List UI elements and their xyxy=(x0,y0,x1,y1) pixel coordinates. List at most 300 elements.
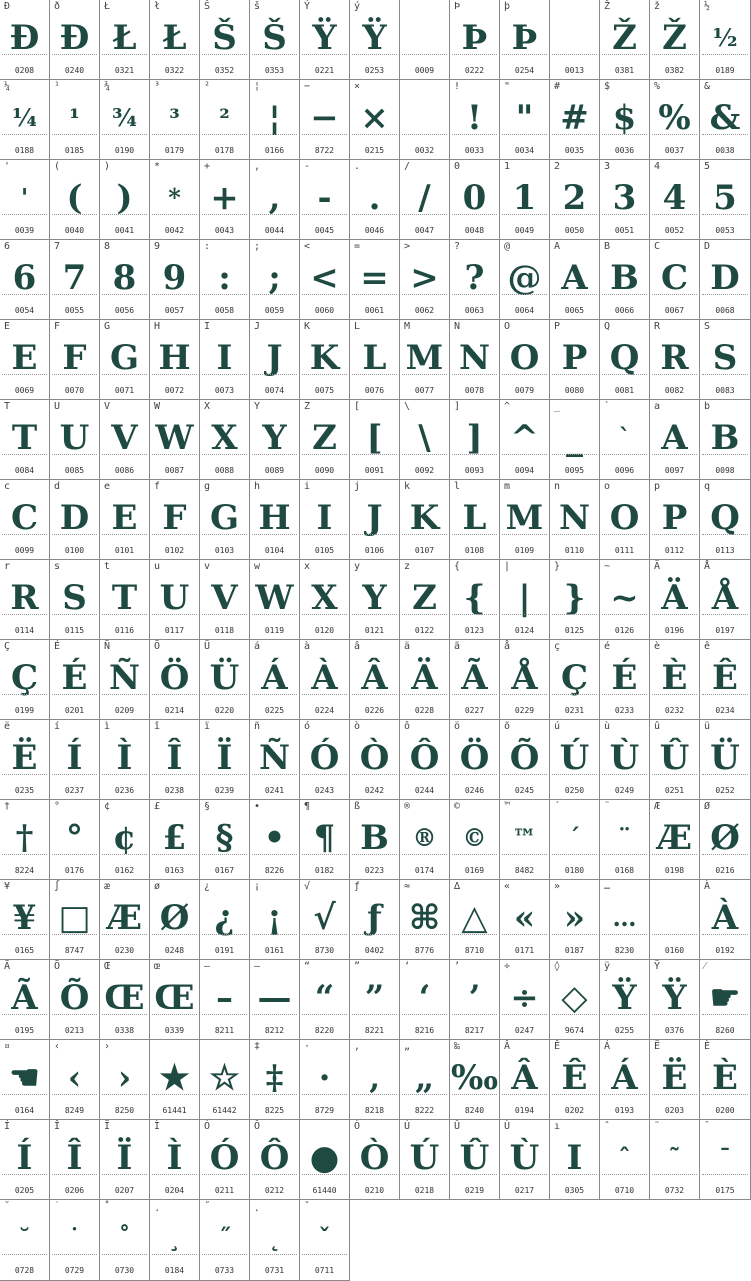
glyph-sample: . xyxy=(368,178,381,218)
glyph-label: ‘ xyxy=(404,961,411,972)
glyph-code: 8230 xyxy=(614,946,635,955)
glyph-label: Y xyxy=(254,401,261,412)
glyph-sample: ´ xyxy=(568,823,581,852)
baseline-guide xyxy=(452,1174,497,1175)
glyph-cell xyxy=(50,880,100,960)
glyph-sample: Ö xyxy=(159,658,190,698)
glyph-sample: C xyxy=(660,258,689,298)
baseline-guide xyxy=(702,694,748,695)
baseline-guide xyxy=(152,774,197,775)
glyph-sample: Û xyxy=(459,1138,490,1178)
glyph-cell xyxy=(600,1040,650,1120)
glyph-label: Ñ xyxy=(104,641,111,652)
glyph-cell xyxy=(400,800,450,880)
glyph-cell xyxy=(0,160,50,240)
glyph-code: 0167 xyxy=(214,866,235,875)
glyph-cell xyxy=(500,800,550,880)
baseline-guide xyxy=(452,454,497,455)
glyph-sample: V xyxy=(211,578,238,618)
glyph-label: ( xyxy=(54,161,61,172)
glyph-code: 0097 xyxy=(664,466,685,475)
glyph-label: ˛ xyxy=(254,1201,261,1212)
baseline-guide xyxy=(552,454,597,455)
glyph-label: ‰ xyxy=(454,1041,461,1052)
glyph-code: 0121 xyxy=(364,626,385,635)
glyph-sample: ˇ xyxy=(318,1223,331,1252)
glyph-code: 0094 xyxy=(514,466,535,475)
glyph-code: 0321 xyxy=(114,66,135,75)
baseline-guide xyxy=(552,374,597,375)
baseline-guide xyxy=(502,294,547,295)
glyph-cell xyxy=(450,560,500,640)
glyph-cell xyxy=(650,320,700,400)
baseline-guide xyxy=(52,614,97,615)
glyph-label: _ xyxy=(554,401,561,412)
glyph-sample: ˚ xyxy=(118,1223,131,1252)
baseline-guide xyxy=(152,694,197,695)
baseline-guide xyxy=(52,694,97,695)
baseline-guide xyxy=(52,1174,97,1175)
glyph-cell xyxy=(650,80,700,160)
glyph-label: * xyxy=(154,161,161,172)
glyph-code: 0084 xyxy=(14,466,35,475)
glyph-sample: Ã xyxy=(461,658,488,698)
glyph-code: 0093 xyxy=(464,466,485,475)
baseline-guide xyxy=(702,1174,748,1175)
glyph-sample: Ò xyxy=(359,738,390,778)
glyph-code: 0710 xyxy=(614,1186,635,1195)
glyph-sample: Æ xyxy=(106,898,143,938)
glyph-sample: È xyxy=(661,658,688,698)
glyph-cell xyxy=(500,1120,550,1200)
baseline-guide xyxy=(102,374,147,375)
glyph-code: 0035 xyxy=(564,146,585,155)
glyph-cell xyxy=(600,960,650,1040)
glyph-code: 0234 xyxy=(715,706,735,715)
glyph-label: › xyxy=(104,1041,111,1052)
glyph-code: 0103 xyxy=(214,546,235,555)
baseline-guide xyxy=(252,934,297,935)
glyph-code: 0096 xyxy=(614,466,635,475)
glyph-label: ô xyxy=(404,721,411,732)
glyph-label: è xyxy=(654,641,661,652)
glyph-sample: I xyxy=(316,498,333,538)
glyph-label: e xyxy=(104,481,111,492)
glyph-cell xyxy=(200,320,250,400)
baseline-guide xyxy=(702,534,748,535)
glyph-sample: Ã xyxy=(11,978,38,1018)
glyph-code: 0048 xyxy=(464,226,485,235)
glyph-label: Ä xyxy=(654,561,661,572)
baseline-guide xyxy=(302,1174,347,1175)
glyph-code: 0218 xyxy=(414,1186,435,1195)
glyph-sample: L xyxy=(462,498,487,538)
glyph-cell xyxy=(550,320,600,400)
glyph-label: ) xyxy=(104,161,111,172)
glyph-label: " xyxy=(504,81,511,92)
baseline-guide xyxy=(202,1254,247,1255)
glyph-cell xyxy=(450,640,500,720)
glyph-sample: © xyxy=(462,823,487,852)
baseline-guide xyxy=(2,374,47,375)
glyph-sample: Ì xyxy=(116,738,133,778)
baseline-guide xyxy=(702,294,748,295)
glyph-cell xyxy=(300,640,350,720)
glyph-sample: > xyxy=(410,258,439,298)
glyph-code: 0190 xyxy=(114,146,135,155)
glyph-cell xyxy=(200,1040,250,1120)
baseline-guide xyxy=(702,54,748,55)
glyph-label: ¢ xyxy=(104,801,111,812)
glyph-label: S xyxy=(704,321,711,332)
baseline-guide xyxy=(302,1014,347,1015)
glyph-label: Ô xyxy=(254,1121,261,1132)
glyph-sample: " xyxy=(515,98,534,138)
glyph-sample: ¡ xyxy=(267,898,282,938)
glyph-sample: § xyxy=(215,818,234,858)
glyph-label: { xyxy=(454,561,461,572)
glyph-label: P xyxy=(554,321,561,332)
glyph-sample: Ž xyxy=(612,18,637,58)
glyph-cell xyxy=(150,240,200,320)
glyph-code: 0225 xyxy=(264,706,285,715)
glyph-code: 0111 xyxy=(614,546,635,555)
glyph-sample: Ú xyxy=(559,738,590,778)
glyph-code: 0105 xyxy=(314,546,335,555)
glyph-sample: ^ xyxy=(510,418,539,458)
glyph-label: ∆ xyxy=(454,881,461,892)
glyph-code: 0246 xyxy=(464,786,485,795)
baseline-guide xyxy=(602,694,647,695)
glyph-label: Ü xyxy=(204,641,211,652)
baseline-guide xyxy=(552,214,597,215)
baseline-guide xyxy=(452,1014,497,1015)
glyph-code: 0219 xyxy=(464,1186,485,1195)
glyph-cell xyxy=(100,960,150,1040)
baseline-guide xyxy=(302,614,347,615)
glyph-sample: ◇ xyxy=(561,978,588,1018)
glyph-label: ÷ xyxy=(504,961,511,972)
glyph-code: 0224 xyxy=(314,706,335,715)
glyph-label: ; xyxy=(254,241,261,252)
baseline-guide xyxy=(652,934,697,935)
glyph-code: 0338 xyxy=(114,1026,135,1035)
glyph-code: 0382 xyxy=(664,66,685,75)
glyph-sample: ☛ xyxy=(709,978,741,1018)
glyph-cell xyxy=(350,240,400,320)
glyph-label: ç xyxy=(554,641,561,652)
baseline-guide xyxy=(152,294,197,295)
glyph-cell xyxy=(100,1200,150,1281)
glyph-code: 0220 xyxy=(214,706,235,715)
glyph-cell xyxy=(200,160,250,240)
glyph-cell xyxy=(350,720,400,800)
glyph-label: ß xyxy=(354,801,361,812)
glyph-sample: | xyxy=(518,578,531,618)
glyph-code: 0185 xyxy=(64,146,85,155)
baseline-guide xyxy=(402,934,447,935)
glyph-code: 0182 xyxy=(314,866,335,875)
glyph-code: 0166 xyxy=(264,146,285,155)
glyph-cell xyxy=(100,640,150,720)
glyph-code: 0305 xyxy=(564,1186,585,1195)
glyph-cell xyxy=(250,480,300,560)
glyph-label: ˜ xyxy=(654,1121,661,1132)
glyph-sample: & xyxy=(709,98,741,138)
baseline-guide xyxy=(602,614,647,615)
glyph-sample: ˙ xyxy=(68,1223,81,1252)
glyph-sample: É xyxy=(61,658,88,698)
baseline-guide xyxy=(652,454,697,455)
glyph-cell xyxy=(550,560,600,640)
glyph-label: ³ xyxy=(154,81,161,92)
glyph-code: 8225 xyxy=(264,1106,285,1115)
baseline-guide xyxy=(552,854,597,855)
glyph-label: ó xyxy=(304,721,311,732)
glyph-cell xyxy=(200,1200,250,1281)
glyph-code: 0209 xyxy=(114,706,135,715)
glyph-label: È xyxy=(704,1041,711,1052)
glyph-label: ¥ xyxy=(4,881,11,892)
glyph-cell xyxy=(300,880,350,960)
glyph-sample: Õ xyxy=(509,738,540,778)
glyph-label: ¨ xyxy=(604,801,611,812)
glyph-sample: } xyxy=(563,578,586,618)
glyph-code: 0124 xyxy=(514,626,535,635)
baseline-guide xyxy=(552,1014,597,1015)
glyph-cell xyxy=(0,80,50,160)
glyph-label: Ÿ xyxy=(654,961,661,972)
glyph-label: X xyxy=(204,401,211,412)
glyph-label: Ö xyxy=(154,641,161,652)
glyph-sample: − xyxy=(310,98,339,138)
glyph-code: 0039 xyxy=(14,226,35,235)
glyph-label: : xyxy=(204,241,211,252)
baseline-guide xyxy=(652,694,697,695)
glyph-code: 0033 xyxy=(464,146,485,155)
baseline-guide xyxy=(702,1094,748,1095)
glyph-sample: 3 xyxy=(612,178,637,218)
glyph-sample: Ù xyxy=(609,738,640,778)
glyph-cell xyxy=(300,160,350,240)
glyph-label: ® xyxy=(404,801,411,812)
glyph-label: 7 xyxy=(54,241,61,252)
glyph-sample: * xyxy=(168,183,181,212)
glyph-code: 0113 xyxy=(715,546,735,555)
baseline-guide xyxy=(252,694,297,695)
baseline-guide xyxy=(302,934,347,935)
baseline-guide xyxy=(202,134,247,135)
glyph-label: d xyxy=(54,481,61,492)
glyph-sample: Î xyxy=(166,738,183,778)
baseline-guide xyxy=(402,374,447,375)
glyph-sample: Æ xyxy=(656,818,693,858)
baseline-guide xyxy=(2,934,47,935)
baseline-guide xyxy=(252,214,297,215)
baseline-guide xyxy=(252,1254,297,1255)
glyph-label: I xyxy=(204,321,211,332)
glyph-code: 0352 xyxy=(214,66,235,75)
glyph-cell xyxy=(600,400,650,480)
glyph-sample: Í xyxy=(66,738,83,778)
glyph-cell xyxy=(250,80,300,160)
baseline-guide xyxy=(52,1094,97,1095)
glyph-label: õ xyxy=(504,721,511,732)
glyph-cell xyxy=(250,320,300,400)
baseline-guide xyxy=(602,214,647,215)
glyph-sample: ‘ xyxy=(418,978,431,1018)
glyph-code: 0210 xyxy=(364,1186,385,1195)
glyph-cell xyxy=(600,800,650,880)
glyph-cell xyxy=(300,800,350,880)
glyph-code: 0222 xyxy=(464,66,485,75)
glyph-sample: < xyxy=(310,258,339,298)
glyph-label: ¶ xyxy=(304,801,311,812)
glyph-label: ı xyxy=(554,1121,561,1132)
glyph-code: 0068 xyxy=(715,306,735,315)
glyph-sample: Ÿ xyxy=(362,18,387,58)
glyph-label: h xyxy=(254,481,261,492)
glyph-code: 0199 xyxy=(14,706,35,715)
glyph-code: 0119 xyxy=(264,626,285,635)
baseline-guide xyxy=(202,214,247,215)
glyph-cell xyxy=(200,480,250,560)
glyph-sample: Đ xyxy=(9,18,40,58)
glyph-label: þ xyxy=(504,1,511,12)
glyph-label: L xyxy=(354,321,361,332)
glyph-sample: V xyxy=(111,418,138,458)
baseline-guide xyxy=(302,774,347,775)
baseline-guide xyxy=(2,1254,47,1255)
glyph-label: — xyxy=(254,961,261,972)
glyph-cell xyxy=(550,1040,600,1120)
glyph-cell xyxy=(250,240,300,320)
glyph-label: ‹ xyxy=(54,1041,61,1052)
glyph-code: 8730 xyxy=(314,946,335,955)
glyph-code: 0240 xyxy=(64,66,85,75)
glyph-cell xyxy=(600,0,650,80)
baseline-guide xyxy=(302,534,347,535)
glyph-cell xyxy=(500,80,550,160)
glyph-code: 0013 xyxy=(564,66,585,75)
glyph-code: 0092 xyxy=(414,466,435,475)
glyph-code: 0188 xyxy=(14,146,35,155)
glyph-label: ¸ xyxy=(154,1201,161,1212)
glyph-label: T xyxy=(4,401,11,412)
glyph-sample: Ä xyxy=(411,658,438,698)
glyph-code: 8482 xyxy=(514,866,535,875)
glyph-cell xyxy=(700,960,751,1040)
glyph-sample: † xyxy=(15,818,34,858)
glyph-sample: Í xyxy=(16,1138,33,1178)
glyph-label: l xyxy=(454,481,461,492)
glyph-cell xyxy=(0,480,50,560)
baseline-guide xyxy=(702,934,748,935)
baseline-guide xyxy=(202,694,247,695)
glyph-code: 0231 xyxy=(564,706,585,715)
baseline-guide xyxy=(402,854,447,855)
glyph-code: 0254 xyxy=(514,66,535,75)
glyph-cell xyxy=(300,560,350,640)
glyph-code: 0229 xyxy=(514,706,535,715)
glyph-label: n xyxy=(554,481,561,492)
baseline-guide xyxy=(702,1014,748,1015)
glyph-cell xyxy=(350,960,400,1040)
baseline-guide xyxy=(352,54,397,55)
glyph-code: 0108 xyxy=(464,546,485,555)
glyph-sample: Â xyxy=(361,658,388,698)
glyph-code: 0036 xyxy=(614,146,635,155)
glyph-code: 0202 xyxy=(564,1106,585,1115)
glyph-cell xyxy=(50,1120,100,1200)
glyph-sample: _ xyxy=(566,418,583,458)
glyph-sample: Å xyxy=(511,658,538,698)
glyph-cell xyxy=(500,400,550,480)
baseline-guide xyxy=(402,294,447,295)
glyph-label: v xyxy=(204,561,211,572)
glyph-label: ö xyxy=(454,721,461,732)
baseline-guide xyxy=(252,774,297,775)
glyph-sample: + xyxy=(210,178,239,218)
glyph-label: & xyxy=(704,81,711,92)
glyph-code: 0086 xyxy=(114,466,135,475)
glyph-cell xyxy=(550,720,600,800)
glyph-cell xyxy=(50,80,100,160)
baseline-guide xyxy=(652,1014,697,1015)
baseline-guide xyxy=(202,294,247,295)
baseline-guide xyxy=(2,1014,47,1015)
glyph-sample: ( xyxy=(66,178,83,218)
glyph-label: ÿ xyxy=(604,961,611,972)
glyph-cell xyxy=(150,480,200,560)
baseline-guide xyxy=(602,54,647,55)
glyph-label: % xyxy=(654,81,661,92)
glyph-code: 0165 xyxy=(14,946,35,955)
glyph-label: y xyxy=(354,561,361,572)
glyph-label: ◊ xyxy=(554,961,561,972)
glyph-label: Æ xyxy=(654,801,661,812)
glyph-code: 0053 xyxy=(715,226,735,235)
baseline-guide xyxy=(152,1254,197,1255)
baseline-guide xyxy=(552,54,597,55)
glyph-cell xyxy=(600,880,650,960)
glyph-code: 0067 xyxy=(664,306,685,315)
glyph-cell xyxy=(550,0,600,80)
glyph-sample: $ xyxy=(612,98,637,138)
glyph-cell xyxy=(300,480,350,560)
baseline-guide xyxy=(652,294,697,295)
glyph-cell xyxy=(250,960,300,1040)
glyph-cell xyxy=(300,960,350,1040)
glyph-sample: [ xyxy=(366,418,383,458)
glyph-code: 0051 xyxy=(614,226,635,235)
glyph-label: Š xyxy=(204,1,211,12)
glyph-sample: ) xyxy=(116,178,133,218)
glyph-label: x xyxy=(304,561,311,572)
baseline-guide xyxy=(202,454,247,455)
glyph-cell xyxy=(150,800,200,880)
glyph-sample: ¨ xyxy=(618,823,631,852)
glyph-code: 0115 xyxy=(64,626,85,635)
baseline-guide xyxy=(2,134,47,135)
glyph-code: 0171 xyxy=(514,946,535,955)
baseline-guide xyxy=(202,374,247,375)
baseline-guide xyxy=(552,934,597,935)
baseline-guide xyxy=(52,54,97,55)
glyph-sample: ‹ xyxy=(67,1058,82,1098)
glyph-label: • xyxy=(254,801,261,812)
glyph-sample: Ç xyxy=(560,658,589,698)
